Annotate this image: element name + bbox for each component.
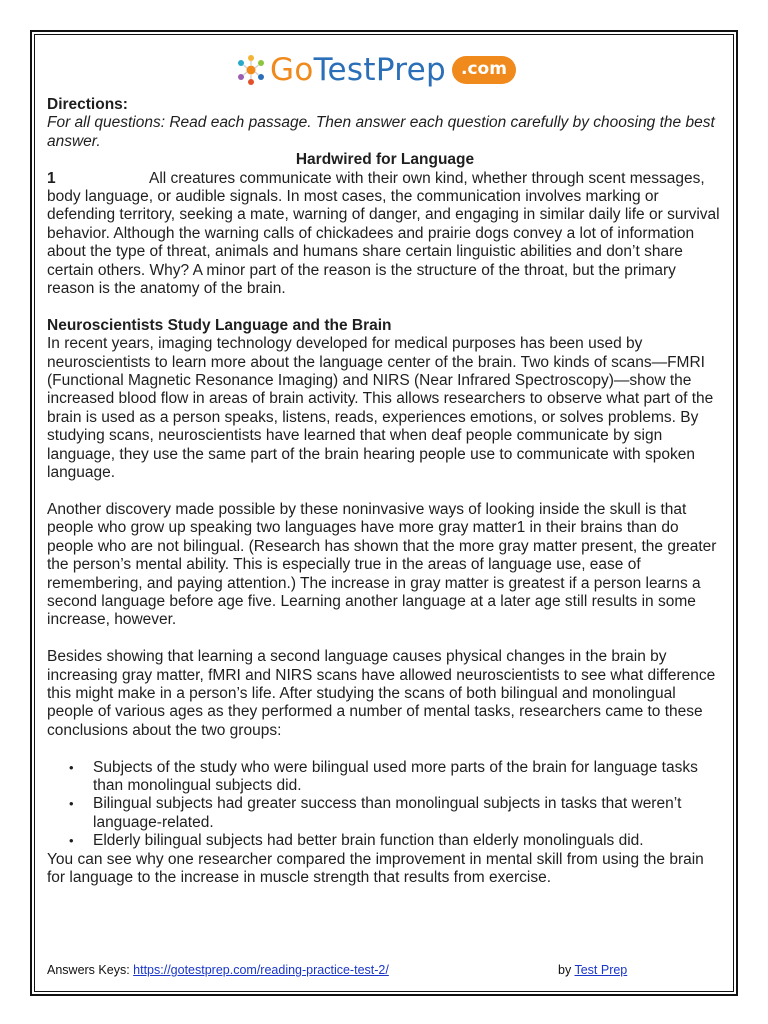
gotestprep-logo [234,50,534,90]
section-heading: Neuroscientists Study Language and the Brain [47,316,392,334]
logo-testprep-text: TestPrep [313,52,447,88]
list-item: • Subjects of the study who were bilingual used more parts of the brain for language tasks than monolingual subjects did. [47,759,723,796]
directions-label: Directions: [47,96,128,113]
paragraph-2: In recent years, imaging technology developed for medical purposes has been used by neuroscientists to learn more about the language center of the brain. Two kinds of scans—FMRI (Functional Magnetic Resonance Imaging) and NIRS (Near Infrared Spectroscopy)—show the increased blood flow in areas of brain activity. This allows researchers to observe what part of the brain is used as a person speaks, listens, reads, experiences emotions, or solves problems. By studying scans, neuroscientists have learned that when deaf people communicate by sign language, they use the same part of the brain hearing people use to communicate with spoken language. [47,335,714,482]
answers-keys-link[interactable]: https://gotestprep.com/reading-practice-test-2/ [133,963,389,977]
paragraph-spacer [47,740,723,758]
paragraph-3: Another discovery made possible by these noninvasive ways of looking inside the skull is that people who grow up speaking two languages have more gray matter1 in their brains than do people who are not bilingual. (Research has shown that the more gray matter present, the greater the person’s mental ability. This is especially true in the areas of language use, ease of remembering, and paying attention.) The increase in gray matter is greatest if a person learns a second language before age five. Learning another language at a later age still results in some increase, however. [47,500,717,629]
list-item: • Bilingual subjects had greater success than monolingual subjects in tasks that weren’t language-related. [47,795,723,832]
logo-wordmark [270,50,446,90]
paragraph-4: Besides showing that learning a second language causes physical changes in the brain by increasing gray matter, fMRI and NIRS scans have allowed neuroscientists to see what difference this might make in a person’s life. After studying the scans of both bilingual and monolingual people of various ages as they performed a number of mental tasks, researchers came to these conclusions about the two groups: [47,648,716,739]
answers-keys-label: Answers Keys: [47,963,130,977]
by-label: by [558,963,572,977]
byline [558,963,627,977]
list-item: • Elderly bilingual subjects had better brain function than elderly monolinguals did. [47,832,723,850]
paragraph-5: You can see why one researcher compared the improvement in mental skill from using the brain for language to the increase in muscle strength that results from exercise. [47,850,704,886]
logo-go-text: Go [270,52,314,88]
directions-text: For all questions: Read each passage. Then answer each question carefully by choosing the best answer. [47,114,715,150]
test-prep-link[interactable]: Test Prep [574,963,628,977]
document-body [47,96,723,887]
paragraph-1-text: All creatures communicate with their own kind, whether through scent messages, body language, or audible signals. In most cases, the communication involves marking or defending territory, seeking a mate, warning of danger, and engaging in similar daily life or survival behavior. Although the warning calls of chickadees and prairie dogs convey a lot of information about the type of threat, animals and humans share certain linguistic abilities and don’t share certain others. Why? A minor part of the reason is the structure of the throat, but the primary reason is the anatomy of the brain. [47,169,720,298]
paragraph-number: 1 [47,169,56,187]
passage-title: Hardwired for Language [295,151,475,169]
conclusions-list [47,759,723,851]
paragraph-spacer [47,483,723,501]
logo-com-badge: .com [452,56,516,84]
page-footer [47,963,687,977]
paragraph-1 [47,170,723,299]
logo-burst-icon [234,53,268,87]
paragraph-spacer [47,630,723,648]
